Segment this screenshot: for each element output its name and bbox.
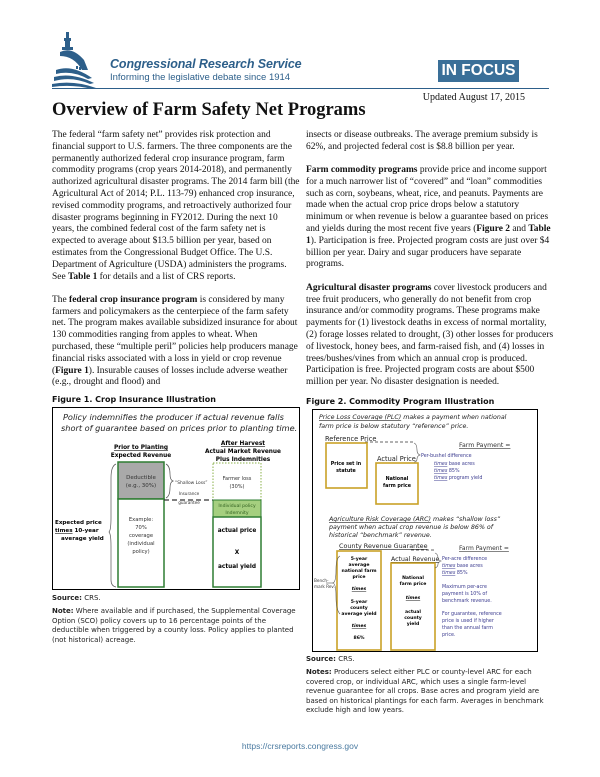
svg-text:farm price: farm price (383, 484, 411, 489)
svg-text:Plus Indemnities: Plus Indemnities (215, 457, 271, 463)
svg-text:Actual Revenue: Actual Revenue (391, 556, 440, 563)
svg-text:times: times (405, 596, 421, 601)
svg-text:benchmark revenue.: benchmark revenue. (442, 599, 492, 604)
svg-text:Actual Market Revenue: Actual Market Revenue (205, 449, 281, 455)
svg-text:(30%): (30%) (229, 484, 245, 490)
svg-text:Farm Payment =: Farm Payment = (459, 545, 509, 552)
svg-text:price: price (352, 575, 366, 580)
svg-text:70%: 70% (135, 525, 147, 531)
org-tagline: Informing the legislative debate since 1914 (110, 72, 291, 83)
svg-text:times: times (351, 624, 367, 629)
svg-text:times 85%: times 85% (434, 469, 460, 474)
svg-text:price.: price. (442, 633, 456, 638)
in-focus-badge: IN FOCUS (438, 60, 519, 82)
footer-url-link[interactable]: https://crsreports.congress.gov (241, 741, 359, 751)
table1-ref: Table 1 (68, 271, 98, 282)
svg-text:Policy indemnifies the produce: Policy indemnifies the producer if actual revenue falls (63, 412, 284, 422)
svg-text:farm price is below statutory: farm price is below statutory “reference” price. (319, 423, 469, 430)
svg-text:National: National (402, 576, 424, 581)
svg-text:times 85%: times 85% (442, 571, 468, 576)
svg-text:yield: yield (406, 622, 420, 627)
svg-text:Maximum per-acre: Maximum per-acre (442, 585, 487, 590)
svg-text:Expected price: Expected price (55, 520, 102, 526)
svg-text:Per-bushel difference: Per-bushel difference (421, 454, 472, 459)
svg-text:Price set in: Price set in (330, 462, 362, 467)
svg-text:Actual Price: Actual Price (377, 455, 416, 463)
svg-text:actual price: actual price (217, 528, 257, 534)
svg-text:than the annual farm: than the annual farm (442, 626, 493, 631)
svg-text:farm price: farm price (399, 582, 427, 587)
svg-text:(individual: (individual (127, 541, 155, 547)
svg-text:Per-acre difference: Per-acre difference (442, 557, 488, 562)
svg-text:5-year: 5-year (350, 600, 368, 605)
svg-text:guarantee: guarantee (178, 500, 200, 505)
svg-text:times base acres: times base acres (442, 564, 483, 569)
svg-text:coverage: coverage (128, 533, 154, 539)
svg-text:short of guarantee based on pr: short of guarantee based on prices prior to planting time. (61, 423, 298, 433)
figure2-source: Source: CRS. (306, 655, 355, 663)
svg-text:(e.g., 30%): (e.g., 30%) (125, 483, 157, 489)
header-divider (52, 88, 549, 89)
intro-paragraph: The federal “farm safety net” provides risk protection and financial support to U.S. farmers. The three components are the permanently authorized federal crop insurance program, farm commodity programs (crop years 2014-2018), and permanently authorized agricultural disaster programs. The 2014 farm bill (the Agricultural Act of 2014; P.L. 113-79) enhanced crop insurance, revised commodity programs, and retroactively authorized four disaster programs beginning in FY2012. During the next 10 years, the combined federal cost of the farm safety net is expected to average about $13.5 billion per year, based on estimates from the Congressional Budget Office. The U.S. Department of Agriculture (USDA) administers the programs. See Table 1 for details and a list of CRS reports. (52, 130, 300, 282)
svg-text:Insurance: Insurance (178, 491, 200, 496)
left-column (52, 130, 300, 401)
svg-text:county: county (350, 606, 368, 611)
crs-capitol-logo-icon (52, 30, 108, 90)
svg-text:actual: actual (405, 610, 421, 615)
svg-text:County Revenue Guarantee: County Revenue Guarantee (339, 542, 428, 550)
figure1-ref: Figure 1 (55, 365, 89, 376)
figure1-label: Figure 1. Crop Insurance Illustration (52, 395, 216, 404)
svg-text:average: average (348, 563, 370, 568)
figure1-crop-insurance-illustration (52, 407, 300, 590)
svg-text:Deductible: Deductible (126, 475, 156, 481)
svg-text:times: times (351, 587, 367, 592)
svg-text:After Harvest: After Harvest (220, 441, 266, 447)
svg-text:“Shallow Loss”: “Shallow Loss” (175, 481, 208, 486)
svg-text:historical “benchmark” revenue: historical “benchmark” revenue. (329, 532, 432, 539)
commodity-programs-paragraph: Farm commodity programs provide price and income support for a much narrower list of “covered” and “loan” commodities such as corn, soybeans, wheat, rice, and peanuts. Payments are made when the actual crop price drops below a statutory minimum or when revenue is below a guarantee based on prices and yields during the most recent five years (Figure 2 and Table 1). Participation is free. Projected program costs are just over $4 billion per year. Dairy and sugar producers have separate programs. (306, 165, 551, 270)
svg-text:average yield: average yield (61, 536, 104, 542)
svg-text:payment is 10% of: payment is 10% of (442, 592, 488, 597)
svg-text:Agriculture Risk Coverage (ARC: Agriculture Risk Coverage (ARC) makes “shallow loss” (329, 516, 501, 523)
org-name: Congressional Research Service (110, 57, 302, 71)
svg-text:Example:: Example: (128, 517, 154, 523)
svg-text:86%: 86% (353, 636, 365, 641)
svg-text:5-year: 5-year (350, 557, 368, 562)
svg-text:policy): policy) (132, 549, 150, 555)
svg-text:average yield: average yield (341, 612, 377, 617)
svg-text:Farmer loss: Farmer loss (222, 476, 252, 482)
svg-text:times base acres: times base acres (434, 462, 475, 467)
crop-insurance-paragraph-cont: insects or disease outbreaks. The average premium subsidy is 62%, and projected federal cost is $8.8 billion per year. (306, 130, 538, 152)
figure1-source: Source: CRS. (52, 594, 101, 602)
svg-text:county: county (404, 616, 422, 621)
crop-insurance-paragraph: The federal crop insurance program is considered by many farmers and policymakers as the centerpiece of the farm safety net. The program makes available subsidized insurance for about 130 commodities ranging from apples to wheat. When purchased, these “multiple peril” policies help producers manage financial risks associated with a loss in yield or crop revenue (Figure 1). Insurable causes of losses include adverse weather (e.g., drought and flood) and (52, 294, 298, 388)
svg-text:X: X (234, 550, 240, 556)
figure1-note: Note: Where available and if purchased, the Supplemental Coverage Option (SCO) policy covers up to 16 percentage points of the deductible when triggered by a county loss. Policy applies to planted (not historical) acreage. (52, 607, 296, 644)
svg-text:Reference Price: Reference Price (325, 435, 377, 443)
figure2-notes: Notes: Producers select either PLC or county-level ARC for each covered crop, or individual ARC, which uses a single farm-level revenue guarantee for all crops. Base acres and program yield are based on historical plantings for each farm. Averages in benchmark exclude high and low years. (306, 668, 544, 714)
svg-text:Indemnity: Indemnity (225, 511, 249, 516)
svg-text:Bench-: Bench- (314, 578, 329, 583)
page-title: Overview of Farm Safety Net Programs (52, 100, 366, 120)
svg-text:Individual policy: Individual policy (218, 504, 256, 509)
figure2-ref: Figure 2 (476, 224, 510, 235)
figure2-label: Figure 2. Commodity Program Illustration (306, 397, 495, 406)
svg-text:For guarantee, reference: For guarantee, reference (442, 612, 502, 617)
disaster-programs-paragraph: Agricultural disaster programs cover livestock producers and tree fruit producers, who generally do not benefit from crop insurance and/or commodity programs. These programs make payments for (1) livestock deaths in excess of normal mortality, (2) forage losses related to drought, (3) other losses for producers of livestock, honey bees, and farm-raised fish, and (4) losses in trees/bushes/vines from which an annual crop is produced. Participation is free. Projected program costs are about $500 million per year. No disaster designation is needed. (306, 282, 554, 388)
svg-text:Price Loss Coverage (PLC) make: Price Loss Coverage (PLC) makes a payment when national (319, 414, 507, 421)
svg-text:payment when actual crop reven: payment when actual crop revenue is below 86% of (329, 524, 493, 531)
right-column (306, 130, 554, 400)
svg-text:National: National (385, 477, 409, 482)
svg-text:Prior to Planting: Prior to Planting (113, 445, 169, 451)
svg-text:price is used if higher: price is used if higher (442, 619, 494, 624)
svg-text:Farm Payment =: Farm Payment = (459, 442, 511, 449)
svg-text:mark Rev.: mark Rev. (314, 584, 335, 589)
updated-date: Updated August 17, 2015 (422, 92, 525, 103)
svg-text:Expected Revenue: Expected Revenue (110, 453, 172, 459)
svg-text:statute: statute (336, 469, 356, 474)
svg-text:times 10-year: times 10-year (55, 528, 99, 534)
svg-text:times program yield: times program yield (434, 476, 483, 481)
svg-text:actual yield: actual yield (218, 564, 256, 570)
figure2-commodity-program-illustration (312, 409, 538, 652)
svg-text:national farm: national farm (341, 569, 377, 574)
